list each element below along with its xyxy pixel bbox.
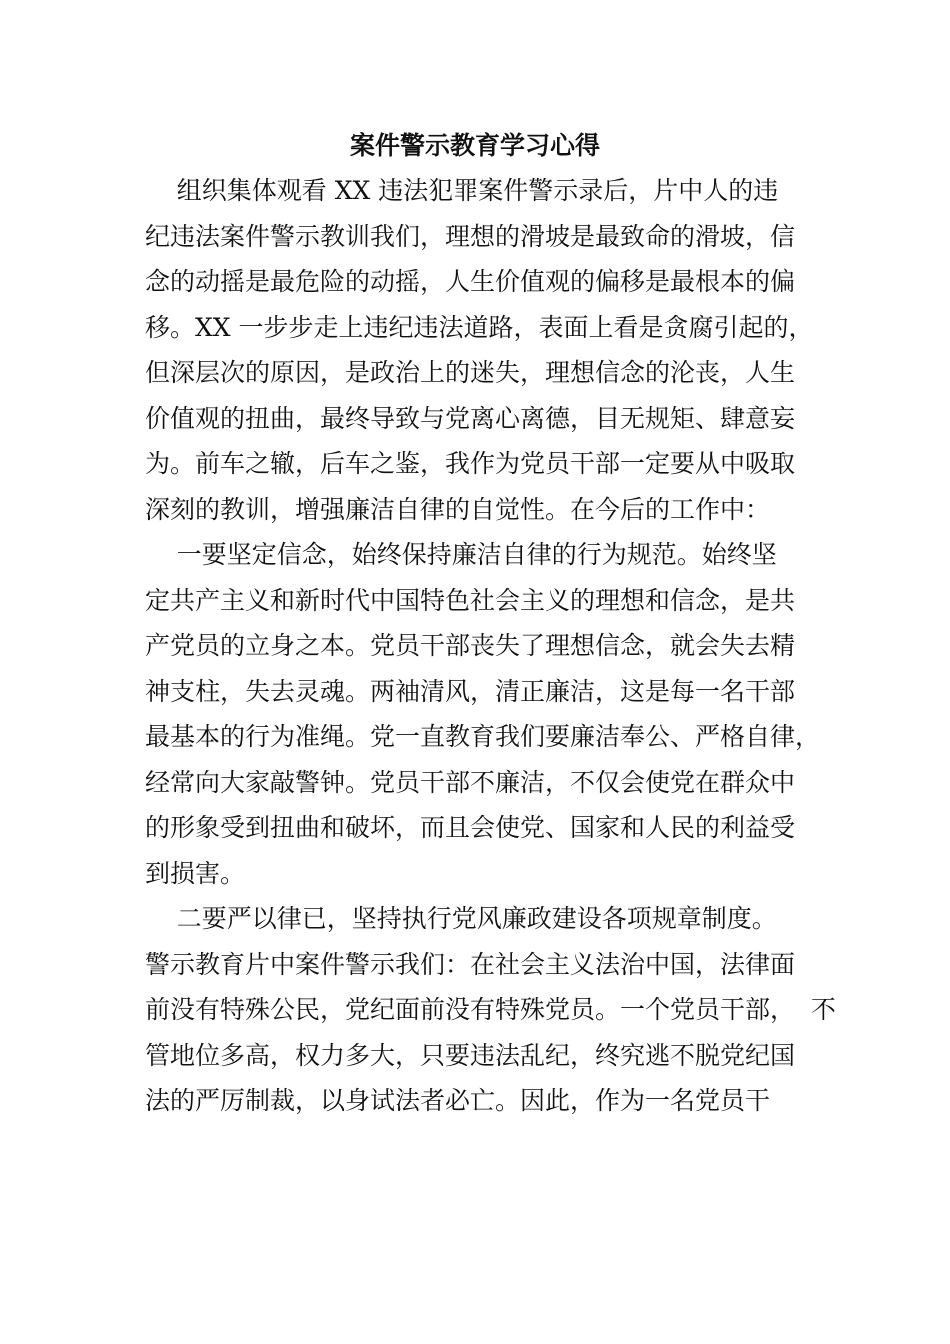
text-line: 定共产主义和新时代中国特色社会主义的理想和信念，是共 — [145, 585, 796, 615]
text-line: 法的严厉制裁，以身试法者必亡。因此，作为一名党员干 — [145, 1086, 771, 1115]
text-line: 念的动摇是最危险的动摇，人生价值观的偏移是最根本的偏 — [145, 267, 796, 296]
text-line: 前没有特殊公民，党纪面前没有特殊党员。一个党员干部， 不 — [145, 995, 836, 1024]
text-line: 产党员的立身之本。党员干部丧失了理想信念，就会失去精 — [145, 631, 796, 660]
text-line: 组织集体观看 XX 违法犯罪案件警示录后，片中人的违 — [145, 176, 779, 205]
document-body — [145, 168, 836, 1124]
text-line: 移。XX 一步步走上违纪违法道路，表面上看是贪腐引起的， — [145, 312, 814, 342]
text-line: 最基本的行为准绳。党一直教育我们要廉洁奉公、严格自律， — [145, 722, 821, 751]
document-title: 案件警示教育学习心得 — [349, 131, 600, 160]
text-line: 价值观的扭曲，最终导致与党离心离德，目无规矩、肆意妄 — [145, 403, 796, 433]
text-line: 一要坚定信念，始终保持廉洁自律的行为规范。始终坚 — [145, 540, 777, 569]
text-line: 纪违法案件警示教训我们，理想的滑坡是最致命的滑坡，信 — [145, 221, 796, 251]
text-line: 警示教育片中案件警示我们：在社会主义法治中国，法律面 — [145, 949, 796, 979]
text-line: 但深层次的原因，是政治上的迷失，理想信念的沦丧，人生 — [145, 358, 796, 387]
text-line: 深刻的教训，增强廉洁自律的自觉性。在今后的工作中： — [145, 494, 771, 524]
text-line: 管地位多高，权力多大，只要违法乱纪，终究逃不脱党纪国 — [145, 1040, 796, 1070]
paragraph-intro — [145, 168, 814, 532]
text-line: 二要严以律已，坚持执行党风廉政建设各项规章制度。 — [145, 904, 777, 933]
text-line: 经常向大家敲警钟。党员干部不廉洁，不仅会使党在群众中 — [145, 767, 796, 797]
text-line: 的形象受到扭曲和破坏，而且会使党、国家和人民的利益受 — [145, 813, 796, 842]
text-line: 为。前车之辙，后车之鉴，我作为党员干部一定要从中吸取 — [145, 449, 796, 478]
paragraph-point-one — [145, 532, 821, 896]
text-line: 神支柱，失去灵魂。两袖清风，清正廉洁，这是每一名干部 — [145, 676, 796, 706]
text-line: 到损害。 — [145, 858, 246, 888]
paragraph-point-two — [145, 896, 836, 1124]
